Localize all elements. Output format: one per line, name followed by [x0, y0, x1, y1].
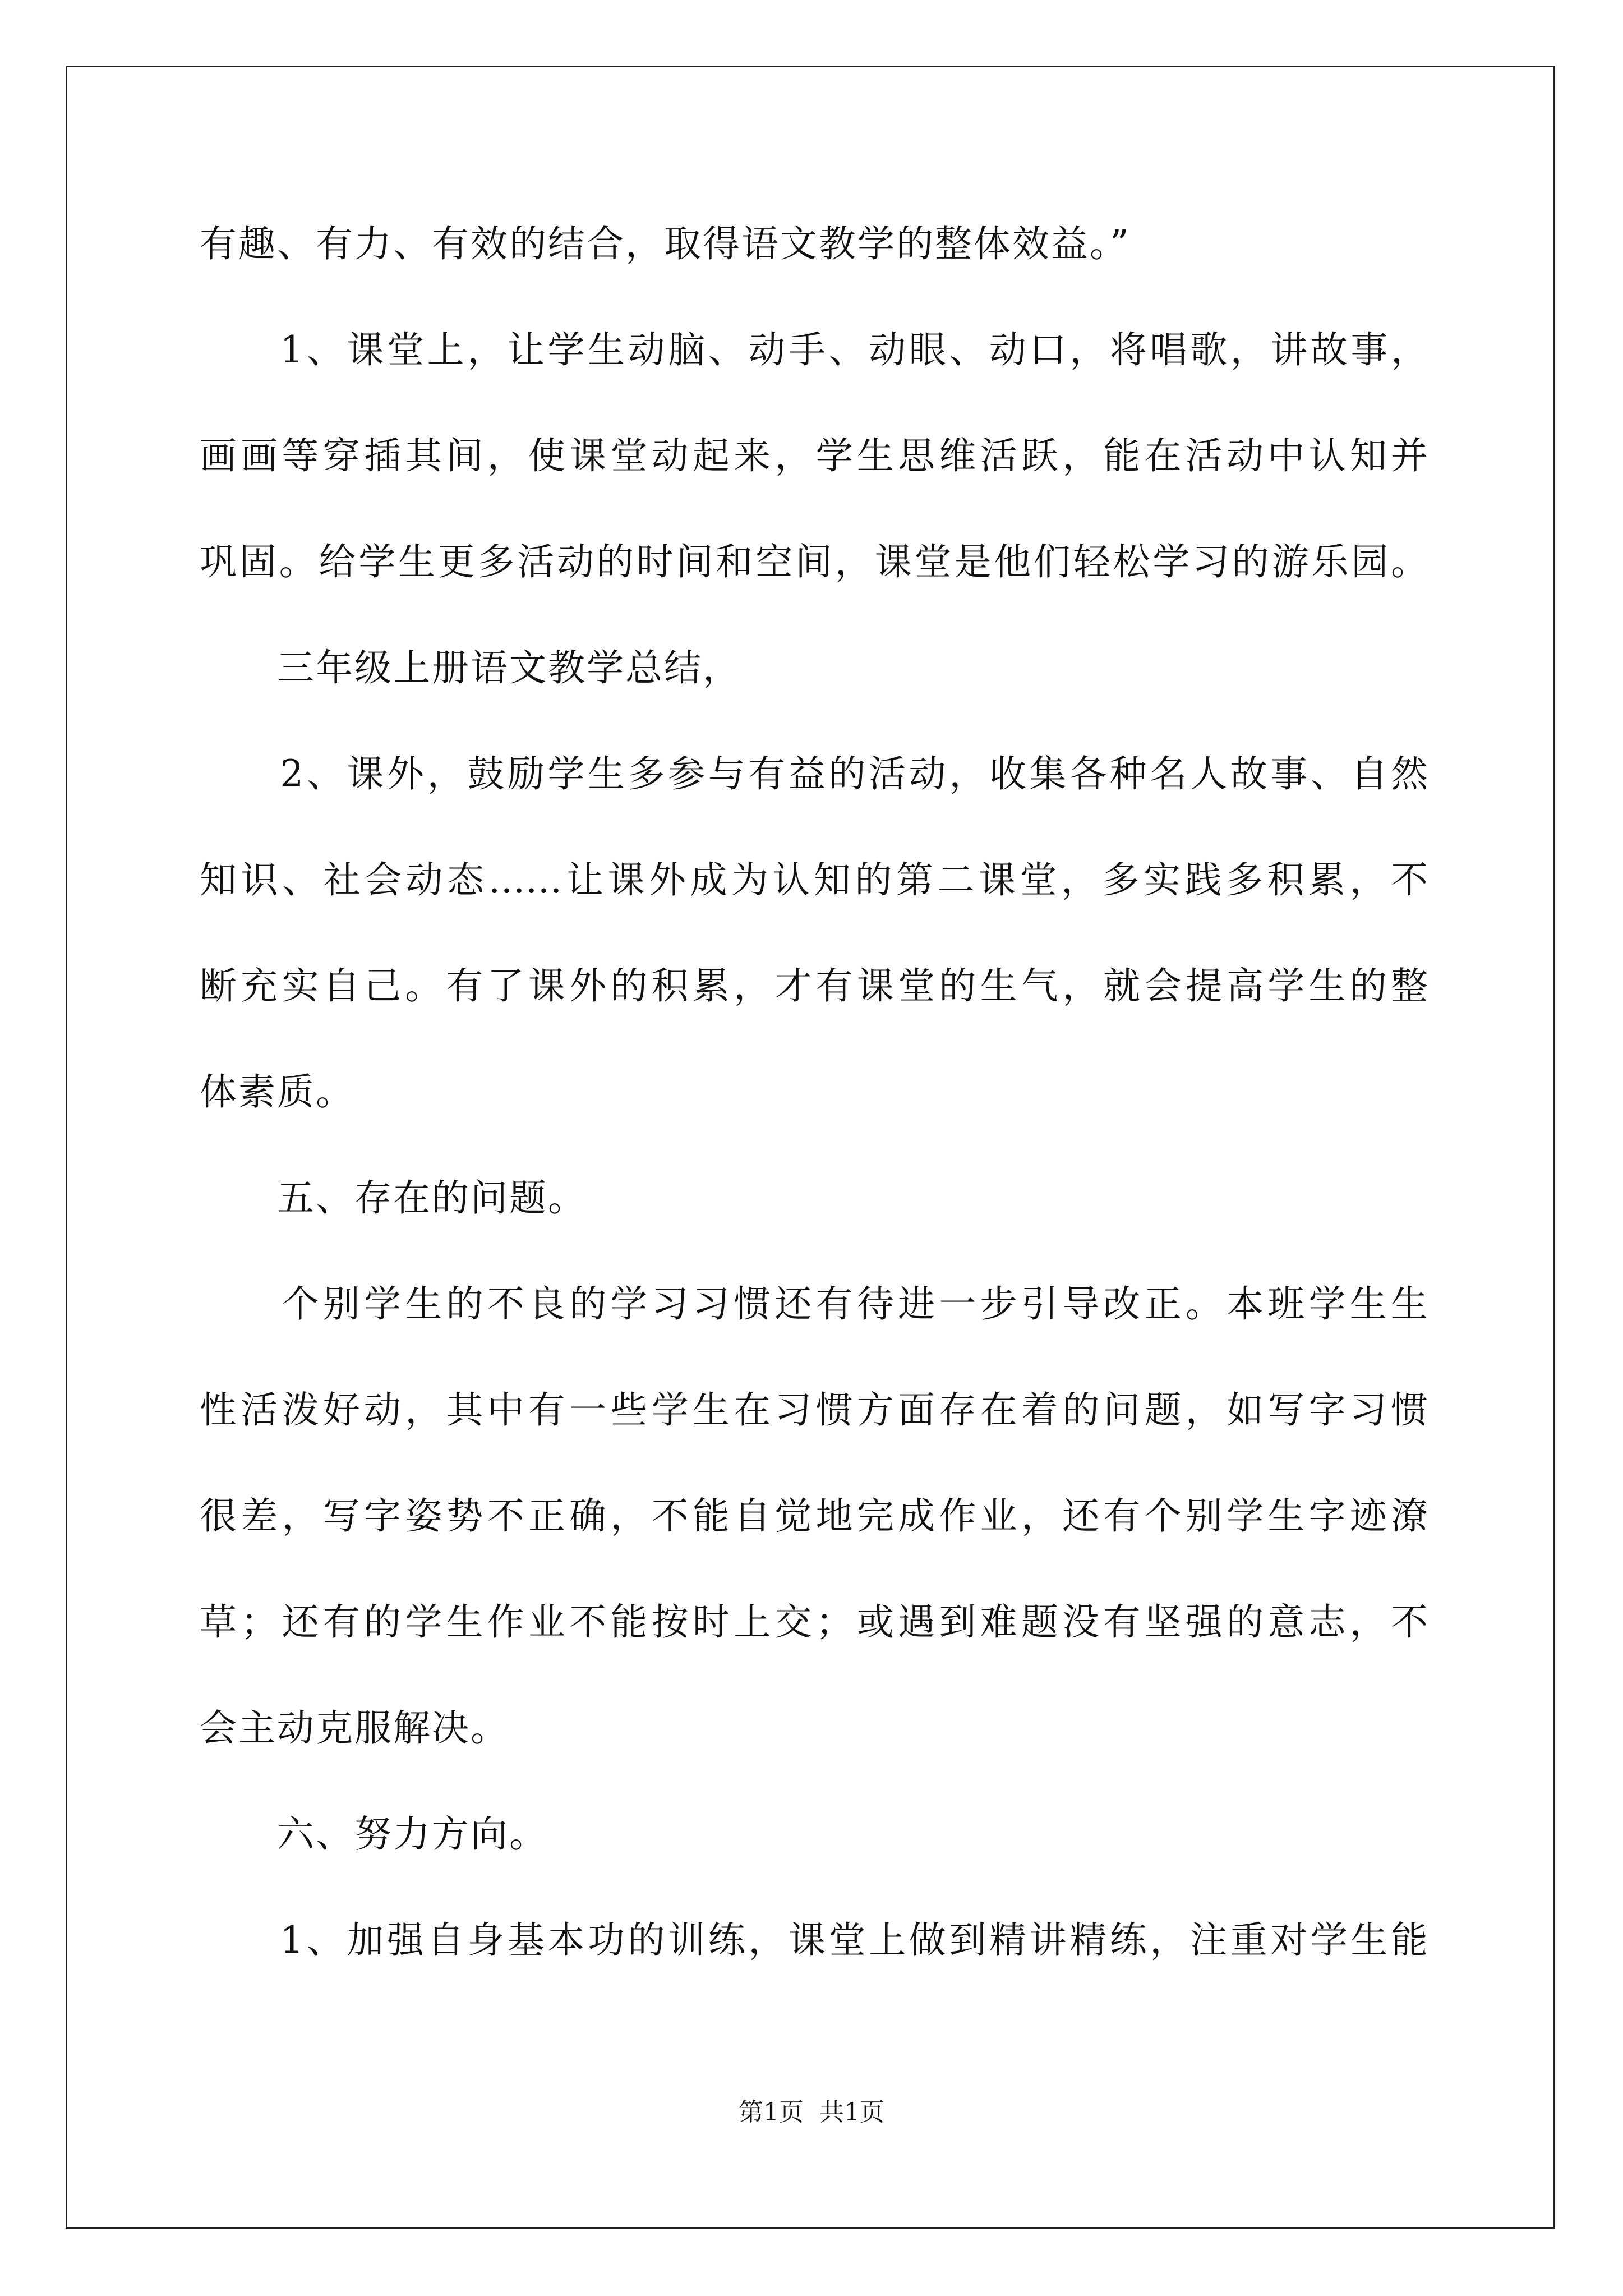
text-line-1: 有趣、有力、有效的结合，取得语文教学的整体效益。”	[200, 222, 1131, 265]
text-line-15: 会主动克服解决。	[200, 1706, 509, 1750]
text-line-14: 草；还有的学生作业不能按时上交；或遇到难题没有坚强的意志，不	[200, 1600, 1428, 1644]
text-line-7: 知识、社会动态……让课外成为认知的第二课堂，多实践多积累，不	[200, 858, 1428, 901]
text-line-6: 2、课外，鼓励学生多参与有益的活动，收集各种名人故事、自然	[200, 752, 1428, 795]
text-line-17: 1、加强自身基本功的训练，课堂上做到精讲精练，注重对学生能	[200, 1918, 1428, 1962]
page-border	[66, 66, 1555, 2229]
page-total: 共1页	[819, 2098, 884, 2127]
text-line-12: 性活泼好动，其中有一些学生在习惯方面存在着的问题，如写字习惯	[200, 1388, 1428, 1432]
text-line-11: 个别学生的不良的学习习惯还有待进一步引导改正。本班学生生	[200, 1282, 1428, 1326]
text-line-5: 三年级上册语文教学总结，	[200, 646, 741, 689]
text-line-3: 画画等穿插其间，使课堂动起来，学生思维活跃，能在活动中认知并	[200, 434, 1428, 477]
page-number: 第1页	[739, 2098, 804, 2127]
text-line-10: 五、存在的问题。	[200, 1176, 587, 1220]
text-line-16: 六、努力方向。	[200, 1812, 548, 1856]
text-line-13: 很差，写字姿势不正确，不能自觉地完成作业，还有个别学生字迹潦	[200, 1494, 1428, 1538]
text-line-4: 巩固。给学生更多活动的时间和空间，课堂是他们轻松学习的游乐园。	[200, 540, 1428, 583]
text-line-2: 1、课堂上，让学生动脑、动手、动眼、动口，将唱歌，讲故事，	[200, 328, 1428, 371]
text-line-8: 断充实自己。有了课外的积累，才有课堂的生气，就会提高学生的整	[200, 964, 1428, 1007]
page-footer	[0, 2097, 1623, 2128]
text-line-9: 体素质。	[200, 1070, 354, 1114]
